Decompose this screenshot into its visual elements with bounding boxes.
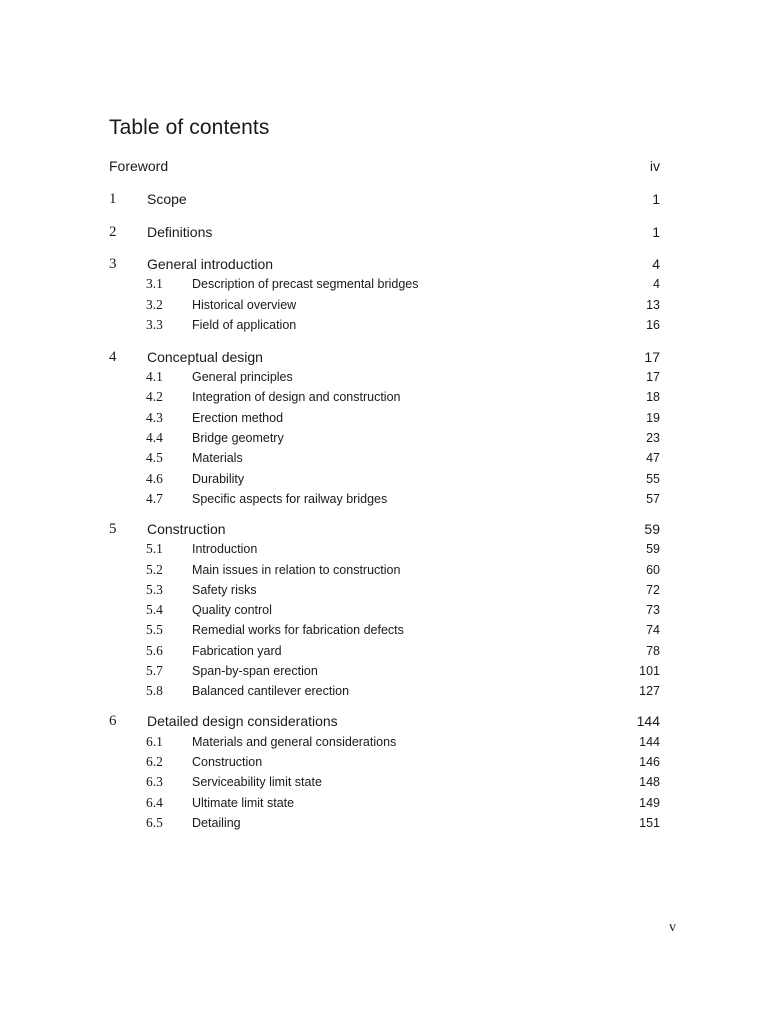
section-page: 60	[646, 562, 660, 577]
section-page: 47	[646, 451, 660, 466]
section-number: 4.4	[146, 430, 163, 446]
section-page: 57	[646, 491, 660, 506]
section-title: Safety risks	[192, 582, 257, 597]
chapter-page: 59	[644, 520, 660, 537]
chapter-number: 3	[109, 256, 117, 272]
section-title: Remedial works for fabrication defects	[192, 623, 404, 638]
section-page: 127	[639, 684, 660, 699]
section-title: Materials and general considerations	[192, 734, 397, 749]
section-number: 5.3	[146, 581, 163, 597]
toc-section-6-3[interactable]	[109, 772, 660, 792]
section-number: 6.4	[146, 794, 163, 810]
section-title: Historical overview	[192, 297, 297, 312]
toc-chapter-3[interactable]	[109, 254, 660, 274]
section-number: 4.7	[146, 490, 163, 506]
section-page: 19	[646, 410, 660, 425]
toc-chapter-4[interactable]	[109, 347, 660, 367]
chapter-title: Construction	[147, 520, 226, 537]
toc-section-5-7[interactable]	[109, 661, 660, 681]
toc-entry-label: Foreword	[109, 158, 169, 174]
section-number: 6.3	[146, 774, 163, 790]
section-title: Erection method	[192, 410, 284, 425]
page-number: v	[669, 920, 676, 935]
section-title: Quality control	[192, 603, 272, 618]
section-page: 23	[646, 431, 660, 446]
toc-section-5-4[interactable]	[109, 600, 660, 620]
section-title: Main issues in relation to construction	[192, 562, 401, 577]
section-page: 74	[646, 623, 660, 638]
section-title: Integration of design and construction	[192, 390, 401, 405]
section-number: 5.7	[146, 663, 163, 679]
toc-section-5-6[interactable]	[109, 641, 660, 661]
section-number: 5.1	[146, 541, 163, 557]
chapter-page: 144	[636, 713, 660, 730]
section-number: 4.6	[146, 470, 163, 486]
toc-section-4-7[interactable]	[109, 489, 660, 509]
toc-chapter-1[interactable]	[109, 189, 660, 209]
section-title: Materials	[192, 451, 243, 466]
section-title: Span-by-span erection	[192, 664, 318, 679]
section-title: Bridge geometry	[192, 431, 284, 446]
toc-entry-foreword[interactable]	[109, 156, 660, 176]
chapter-page: 1	[652, 224, 660, 240]
toc-section-4-1[interactable]	[109, 367, 660, 387]
toc-section-4-2[interactable]	[109, 387, 660, 407]
section-page: 18	[646, 390, 660, 405]
chapter-title: Conceptual design	[147, 348, 263, 365]
section-number: 6.2	[146, 753, 163, 769]
chapter-number: 4	[109, 348, 117, 365]
section-page: 73	[646, 603, 660, 618]
chapter-number: 5	[109, 520, 117, 537]
section-number: 6.1	[146, 733, 163, 749]
toc-section-4-5[interactable]	[109, 448, 660, 468]
page-title: Table of contents	[109, 116, 270, 139]
section-title: Description of precast segmental bridges	[192, 277, 419, 292]
section-number: 5.2	[146, 561, 163, 577]
section-title: Construction	[192, 754, 263, 769]
section-page: 13	[646, 297, 660, 312]
section-page: 148	[639, 775, 660, 790]
section-page: 59	[646, 542, 660, 557]
toc-chapter-2[interactable]	[109, 222, 660, 242]
chapter-number: 6	[109, 713, 117, 730]
section-page: 4	[653, 277, 660, 292]
section-page: 55	[646, 471, 660, 486]
section-page: 146	[639, 754, 660, 769]
section-title: Specific aspects for railway bridges	[192, 491, 388, 506]
section-page: 72	[646, 582, 660, 597]
section-number: 5.8	[146, 683, 163, 699]
section-number: 3.1	[146, 276, 163, 292]
toc-chapter-6[interactable]	[109, 711, 660, 731]
section-page: 101	[639, 664, 660, 679]
section-number: 4.1	[146, 369, 163, 385]
section-number: 3.2	[146, 296, 163, 312]
section-title: Detailing	[192, 815, 241, 830]
toc-section-6-1[interactable]	[109, 732, 660, 752]
section-page: 144	[639, 734, 660, 749]
toc-section-5-8[interactable]	[109, 681, 660, 701]
section-page: 149	[639, 795, 660, 810]
toc-section-5-5[interactable]	[109, 620, 660, 640]
section-number: 4.5	[146, 450, 163, 466]
toc-section-3-2[interactable]	[109, 295, 660, 315]
chapter-title: Detailed design considerations	[147, 713, 338, 730]
section-page: 17	[646, 370, 660, 385]
section-number: 4.3	[146, 409, 163, 425]
section-title: Balanced cantilever erection	[192, 684, 350, 699]
toc-section-3-3[interactable]	[109, 315, 660, 335]
section-number: 3.3	[146, 316, 163, 332]
chapter-title: General introduction	[147, 256, 274, 272]
section-page: 16	[646, 317, 660, 332]
toc-section-4-3[interactable]	[109, 408, 660, 428]
toc-section-6-4[interactable]	[109, 793, 660, 813]
chapter-title: Scope	[147, 191, 187, 207]
section-page: 151	[639, 815, 660, 830]
chapter-page: 1	[652, 191, 660, 207]
toc-chapter-5[interactable]	[109, 519, 660, 539]
section-number: 4.2	[146, 389, 163, 405]
section-title: Fabrication yard	[192, 643, 282, 658]
chapter-page: 4	[652, 256, 660, 272]
section-page: 78	[646, 643, 660, 658]
section-title: Durability	[192, 471, 245, 486]
section-number: 5.5	[146, 622, 163, 638]
section-number: 5.4	[146, 602, 163, 618]
toc-section-3-1[interactable]	[109, 274, 660, 294]
section-title: Ultimate limit state	[192, 795, 295, 810]
section-number: 5.6	[146, 642, 163, 658]
section-title: Introduction	[192, 542, 258, 557]
toc-section-4-6[interactable]	[109, 469, 660, 489]
toc-section-4-4[interactable]	[109, 428, 660, 448]
table-of-contents	[109, 156, 660, 833]
section-number: 6.5	[146, 814, 163, 830]
section-title: General principles	[192, 370, 293, 385]
toc-section-5-3[interactable]	[109, 580, 660, 600]
chapter-page: 17	[644, 348, 660, 365]
toc-section-6-5[interactable]	[109, 813, 660, 833]
toc-section-5-2[interactable]	[109, 560, 660, 580]
toc-section-6-2[interactable]	[109, 752, 660, 772]
toc-entry-page: iv	[649, 158, 660, 174]
chapter-number: 1	[109, 191, 117, 207]
chapter-number: 2	[109, 224, 117, 240]
section-title: Serviceability limit state	[192, 775, 322, 790]
toc-section-5-1[interactable]	[109, 539, 660, 559]
section-title: Field of application	[192, 317, 297, 332]
chapter-title: Definitions	[147, 224, 213, 240]
